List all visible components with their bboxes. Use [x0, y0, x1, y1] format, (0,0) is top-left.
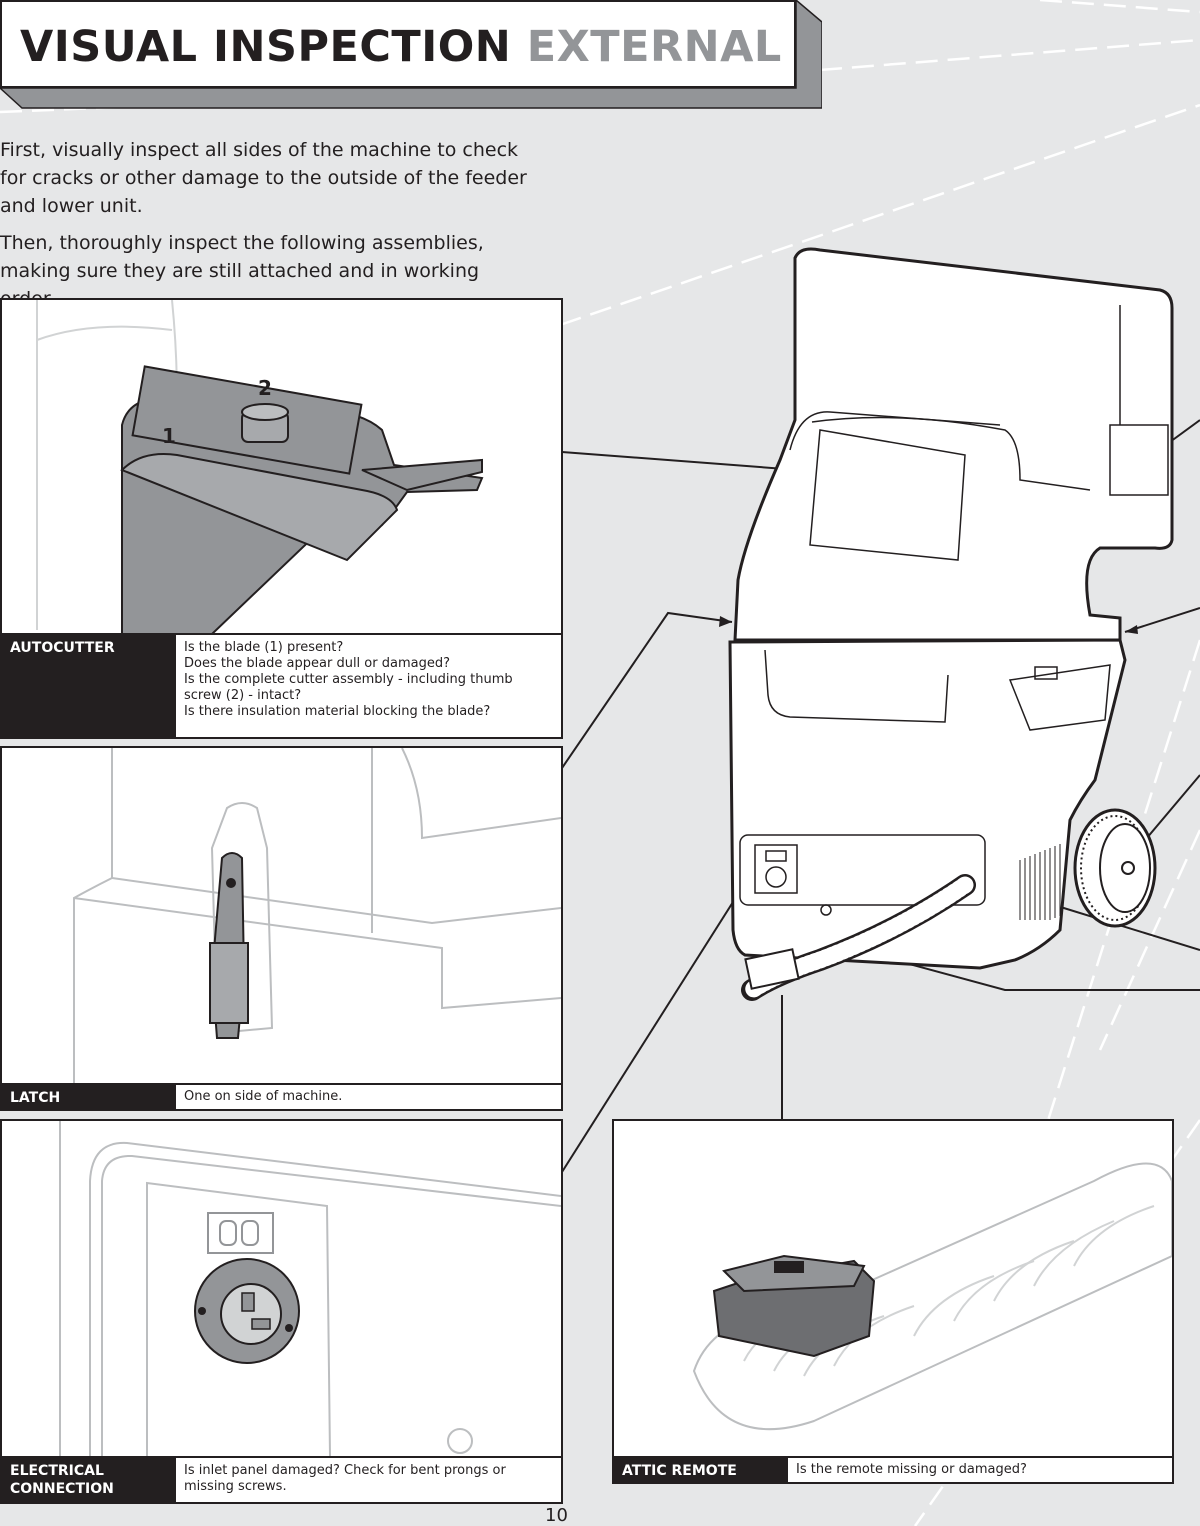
autocutter-illustration — [2, 300, 561, 633]
latch-illustration — [2, 748, 561, 1083]
electrical-tag-line-1: ELECTRICAL — [10, 1463, 104, 1479]
intro-paragraph-1: First, visually inspect all sides of the machine to check for cracks or other damage to the outside of the feeder and lower unit. — [0, 139, 527, 217]
attic-remote-illustration — [614, 1121, 1172, 1456]
latch-tag: LATCH — [2, 1085, 176, 1109]
autocutter-line-3: Is the complete cutter assembly - including thumb — [184, 672, 513, 687]
electrical-desc-line-2: missing screws. — [184, 1479, 287, 1494]
title-word-1: VISUAL INSPECTION — [20, 22, 512, 72]
autocutter-line-1: Is the blade (1) present? — [184, 640, 344, 655]
autocutter-line-2: Does the blade appear dull or damaged? — [184, 656, 450, 671]
title-word-2: EXTERNAL — [526, 22, 782, 72]
autocutter-panel — [0, 298, 563, 635]
autocutter-line-5: Is there insulation material blocking the blade? — [184, 704, 491, 719]
attic-remote-panel — [612, 1119, 1174, 1458]
latch-description: One on side of machine. — [176, 1085, 561, 1109]
autocutter-caption — [0, 633, 563, 739]
autocutter-line-4: screw (2) - intact? — [184, 688, 302, 703]
electrical-caption — [0, 1456, 563, 1504]
electrical-illustration — [2, 1121, 561, 1456]
autocutter-tag: AUTOCUTTER — [2, 635, 176, 737]
intro-paragraph-2: Then, thoroughly inspect the following assemblies, making sure they are still attached and in working — [0, 232, 484, 282]
electrical-tag-line-2: CONNECTION — [10, 1481, 114, 1497]
page-number: 10 — [545, 1505, 568, 1526]
attic-remote-description: Is the remote missing or damaged? — [788, 1458, 1172, 1482]
latch-caption — [0, 1083, 563, 1111]
autocutter-description — [176, 635, 561, 737]
thumbscrew-callout-2: 2 — [258, 376, 272, 400]
latch-panel — [0, 746, 563, 1085]
electrical-panel — [0, 1119, 563, 1458]
blade-callout-1: 1 — [162, 424, 176, 448]
electrical-desc-line-1: Is inlet panel damaged? Check for bent prongs or — [184, 1463, 506, 1478]
attic-remote-tag: ATTIC REMOTE — [614, 1458, 788, 1482]
electrical-description — [176, 1458, 561, 1502]
electrical-tag — [2, 1458, 176, 1502]
attic-remote-caption — [612, 1456, 1174, 1484]
